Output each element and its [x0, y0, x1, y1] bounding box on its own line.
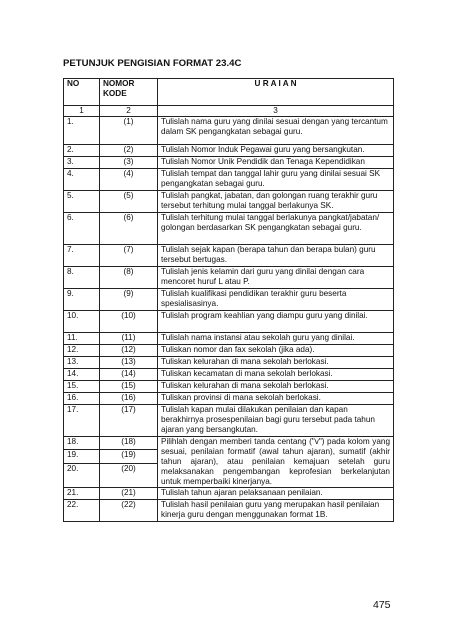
row-uraian: Tulislah kapan mulai dilakukan penilaian dan kapan berakhirnya prosespenilaian bagi guru tersebut pada tahun ajaran yang bersangkutan.: [158, 405, 394, 437]
instruction-table: [63, 78, 394, 522]
table-header-row: [64, 79, 394, 106]
row-uraian: Tulislah program keahlian yang diampu guru yang dinilai.: [158, 311, 394, 333]
header-kode: NOMOR KODE: [100, 79, 158, 106]
table-row: [64, 393, 394, 405]
row-uraian: Tulislah kualifikasi pendidikan terakhir guru beserta spesialisasinya.: [158, 289, 394, 311]
row-uraian: Tulislah jenis kelamin dari guru yang dinilai dengan cara mencoret huruf L atau P.: [158, 267, 394, 289]
row-kode: (21): [100, 488, 158, 500]
table-row: [64, 500, 394, 522]
row-no: 15.: [64, 381, 100, 393]
row-no: 14.: [64, 369, 100, 381]
table-row: [64, 437, 394, 450]
column-number: 3: [158, 106, 394, 117]
row-uraian: Tulislah Nomor Unik Pendidik dan Tenaga Kependidikan: [158, 157, 394, 169]
row-uraian: Tulislah pangkat, jabatan, dan golongan ruang terakhir guru tersebut terhitung mulai tanggal berlakunya SK.: [158, 191, 394, 213]
column-number-row: [64, 106, 394, 117]
row-kode: (17): [100, 405, 158, 437]
row-uraian: Tuliskan kelurahan di mana sekolah berlokasi.: [158, 381, 394, 393]
row-kode: (13): [100, 357, 158, 369]
row-uraian: Tuliskan provinsi di mana sekolah berlokasi.: [158, 393, 394, 405]
row-kode: (2): [100, 145, 158, 157]
row-kode: (4): [100, 169, 158, 191]
row-uraian: Tulislah sejak kapan (berapa tahun dan berapa bulan) guru tersebut bertugas.: [158, 245, 394, 267]
table-row: [64, 381, 394, 393]
row-kode: (16): [100, 393, 158, 405]
row-no: 11.: [64, 333, 100, 345]
row-uraian: Tuliskan kelurahan di mana sekolah berlokasi.: [158, 357, 394, 369]
row-kode: (3): [100, 157, 158, 169]
row-uraian: Tuliskan kecamatan di mana sekolah berlokasi.: [158, 369, 394, 381]
table-row: [64, 169, 394, 191]
column-number: 1: [64, 106, 100, 117]
table-row: [64, 245, 394, 267]
row-no: 13.: [64, 357, 100, 369]
column-number: 2: [100, 106, 158, 117]
row-kode: (12): [100, 345, 158, 357]
row-no: 1.: [64, 117, 100, 145]
row-uraian: Tulislah nama instansi atau sekolah guru yang dinilai.: [158, 333, 394, 345]
table-row: [64, 357, 394, 369]
row-no: 2.: [64, 145, 100, 157]
page-number: 475: [373, 599, 391, 611]
row-no: 6.: [64, 213, 100, 245]
table-row: [64, 289, 394, 311]
row-uraian: Tulislah hasil penilaian guru yang merupakan hasil penilaian kinerja guru dengan menggunakan format 1B.: [158, 500, 394, 522]
row-no: 3.: [64, 157, 100, 169]
table-row: [64, 333, 394, 345]
row-uraian: Tuliskan nomor dan fax sekolah (jika ada).: [158, 345, 394, 357]
row-kode: (19): [100, 450, 158, 463]
row-kode: (10): [100, 311, 158, 333]
row-uraian: Tulislah nama guru yang dinilai sesuai dengan yang tercantum dalam SK pengangkatan sebagai guru.: [158, 117, 394, 145]
row-uraian: Tulislah tahun ajaran pelaksanaan penilaian.: [158, 488, 394, 500]
row-kode: (8): [100, 267, 158, 289]
table-row: [64, 145, 394, 157]
row-no: 18.: [64, 437, 100, 450]
table-row: [64, 488, 394, 500]
row-kode: (14): [100, 369, 158, 381]
table-row: [64, 117, 394, 145]
table-row: [64, 157, 394, 169]
row-no: 12.: [64, 345, 100, 357]
row-kode: (18): [100, 437, 158, 450]
row-uraian-merged: Pilihlah dengan memberi tanda centang ("v") pada kolom yang sesuai, penilaian formatif (awal tahun ajaran), sumatif (akhir tahun ajaran), atau penilaian kemajuan setelah guru melaksanakan pengembangan keprofesian berkelanjutan untuk memperbaiki kinerjanya.: [158, 437, 394, 488]
table-row: [64, 311, 394, 333]
table-row: [64, 191, 394, 213]
table-row: [64, 405, 394, 437]
row-kode: (1): [100, 117, 158, 145]
row-no: 7.: [64, 245, 100, 267]
row-kode: (11): [100, 333, 158, 345]
row-kode: (22): [100, 500, 158, 522]
row-no: 4.: [64, 169, 100, 191]
header-uraian: U R A I A N: [158, 79, 394, 106]
row-uraian: Tulislah Nomor Induk Pegawai guru yang bersangkutan.: [158, 145, 394, 157]
row-no: 10.: [64, 311, 100, 333]
header-no: NO: [64, 79, 100, 106]
table-row: [64, 213, 394, 245]
row-no: 20.: [64, 463, 100, 487]
row-kode: (9): [100, 289, 158, 311]
table-row: [64, 267, 394, 289]
row-no: 16.: [64, 393, 100, 405]
row-no: 17.: [64, 405, 100, 437]
table-row: [64, 369, 394, 381]
row-kode: (5): [100, 191, 158, 213]
table-row: [64, 345, 394, 357]
row-kode: (7): [100, 245, 158, 267]
row-kode: (15): [100, 381, 158, 393]
row-no: 5.: [64, 191, 100, 213]
row-no: 21.: [64, 488, 100, 500]
row-no: 22.: [64, 500, 100, 522]
row-kode: (20): [100, 463, 158, 487]
page-title: PETUNJUK PENGISIAN FORMAT 23.4C: [63, 58, 242, 69]
row-no: 19.: [64, 450, 100, 463]
row-no: 9.: [64, 289, 100, 311]
row-kode: (6): [100, 213, 158, 245]
row-no: 8.: [64, 267, 100, 289]
row-uraian: Tulislah terhitung mulai tanggal berlakunya pangkat/jabatan/ golongan berdasarkan SK pengangkatan sebagai guru.: [158, 213, 394, 245]
row-uraian: Tulislah tempat dan tanggal lahir guru yang dinilai sesuai SK pengangkatan sebagai guru.: [158, 169, 394, 191]
